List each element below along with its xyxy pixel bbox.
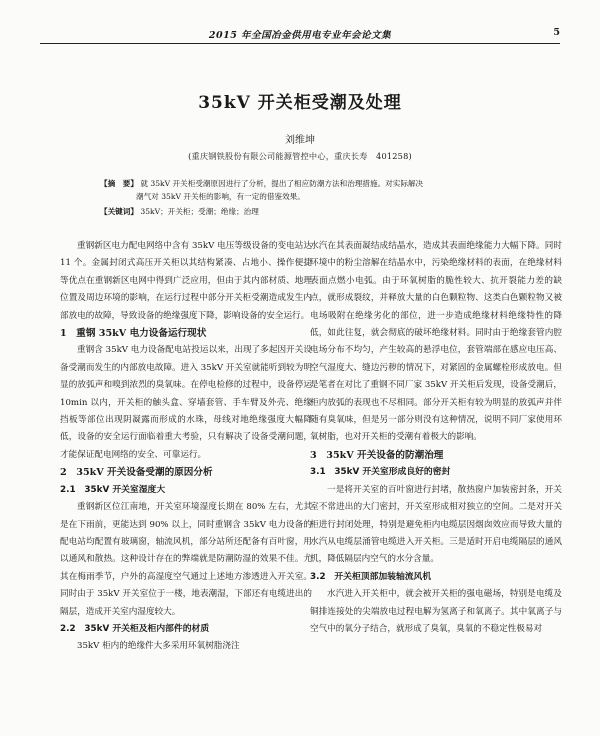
left-column <box>60 238 312 656</box>
abstract-text-1: 就 35kV 开关柜受潮原因进行了分析，提出了相应防潮方法和治理措施。对实际解决 <box>140 179 424 188</box>
section-2-1-heading: 2.1 35kV 开关室湿度大 <box>60 484 166 495</box>
section-3-1-paragraph: 一是将开关室的百叶窗进行封堵，散热窗户加装密封条，开关室不常进出的大门密封，开关室形成相对独立的空间。二是对开关柜进行封闭处理，特别是避免柜内电缆层因烟囱效应而导致大量的水汽从电缆层涌管电缆进入开关柜。三是适时开启电缆隔层的通风机，降低隔层内空气的水分含量。 <box>310 484 562 565</box>
running-header <box>40 27 560 41</box>
abstract-line-1 <box>100 178 520 191</box>
section-3-1-heading: 3.1 35kV 开关室形成良好的密封 <box>310 467 451 478</box>
keywords-label: 【关键词】 <box>100 207 138 216</box>
section-2-1-paragraph: 重钢新区位江南地，开关室环境湿度长期在 80% 左右，尤其是在下雨前，更能达到 90% 以上，同时重钢含 35kV 电力设备的配电站均配置有玻璃窗，轴流风机，部分站所还配备有百叶窗，用以通风和散热。这种设计存在的弊端就是防潮防湿的效果不佳。尤其在梅雨季节，户外的高湿度空气通过上述地方渗透进入开关室。同时由于 35kV 开关室位于一楼，地表潮湿，下部还有电缆进出的隔层，造成开关室内湿度较大。 <box>60 502 312 617</box>
section-3-heading: 3 35kV 开关设备的防潮治理 <box>310 449 444 461</box>
abstract-label: 【摘 要】 <box>100 179 138 188</box>
paper-title: 35kV 开关柜受潮及处理 <box>198 93 402 113</box>
abstract <box>100 178 520 203</box>
abstract-text-2: 潮气对 35kV 开关柜的影响，有一定的借鉴效果。 <box>136 191 305 201</box>
section-1-heading: 1 重钢 35kV 电力设备运行现状 <box>60 328 207 340</box>
header-rule <box>40 43 560 44</box>
right-column <box>310 238 562 638</box>
author: 刘维坤 <box>285 135 315 146</box>
page-number: 5 <box>553 27 560 38</box>
running-title: 2015 年全国冶金供用电专业年会论文集 <box>208 30 392 41</box>
section-1-paragraph: 重钢含 35kV 电力设备配电站投运以来，出现了多起因开关设备受潮而发生的内部放电故障。进入 35kV 开关室就能听到较为明显的放弧声和嗅到浓烈的臭氧味。在停电检修的过程中，设备停运 10min 以内，开关柜的触头盒、穿墙套管、手车臂及外壳、绝缘挡板等部位出现阴凝露而形成的水珠，母线对地绝缘强度大幅降低，设备的安全运行面临着重大考验，只有解决了设备受潮问题，才能保证配电网络的安全、可靠运行。 <box>60 345 312 460</box>
section-2-2-paragraph: 35kV 柜内的绝缘件大多采用环氧树脂浇注 <box>77 641 240 652</box>
keywords-text: 35kV；开关柜；受潮；绝缘；治理 <box>140 207 259 216</box>
intro-paragraph: 重钢新区电力配电网络中含有 35kV 电压等级设备的变电站达 11 个。金属封闭式高压开关柜以其结构紧凑、占地小、操作便捷等优点在重钢新区电网中得到广泛应用，但由于其内部材质、地理位置及周边环境的影响，在运行过程中部分开关柜受潮造成发生内部放电的故障，导致设备的绝缘强度下降，影响设备的安全运行。 <box>60 241 312 321</box>
keywords <box>100 206 520 219</box>
section-2-2-heading: 2.2 35kV 开关柜及柜内部件的材质 <box>60 623 210 634</box>
continued-paragraph: 水汽在其表面凝结成结晶水，造成其表面绝缘能力大幅下降。同时环境中的粉尘溶解在结晶水中，污染绝缘材料的表面，在绝缘材料表面点燃小电弧。由于环氧树脂的脆性较大、抗开裂能力差的缺点，就形成裂纹，并释放大量的白色颗粒物、这类白色颗粒物又被电场吸附在绝缘劣化的部位，进一步造成绝缘材料绝缘特性的降低，如此往复，就会彻底的破坏绝缘材料。同时由于绝缘套管内腔电场分布不均匀，产生较高的悬浮电位，套管端部在感应电压高、空气湿度大、缝边污秽的情况下，对紧固的金属螺栓形成放电。但是笔者在对比了重钢不同厂家 35kV 开关柜后发现，设备受潮后，柜内放弧的表现也不尽相同。部分开关柜有较为明显的放弧声并伴随有臭氧味，但是另一部分则没有这种情况，说明不同厂家使用环氧树脂，也对开关柜的受潮有着极大的影响。 <box>310 241 562 443</box>
section-3-2-paragraph: 水汽进入开关柜中，就会被开关柜的强电磁场，特别是电缆及铜排连接处的尖端放电过程电解为氢离子和氧离子。其中氧离子与空气中的氧分子结合，就形成了臭氧，臭氧的不稳定性极易对 <box>310 589 562 634</box>
affiliation: (重庆钢铁股份有限公司能源管控中心，重庆长寿 401258) <box>188 151 412 161</box>
section-3-2-heading: 3.2 开关柜顶部加装轴流风机 <box>310 571 432 582</box>
section-2-heading: 2 35kV 开关设备受潮的原因分析 <box>60 467 213 479</box>
